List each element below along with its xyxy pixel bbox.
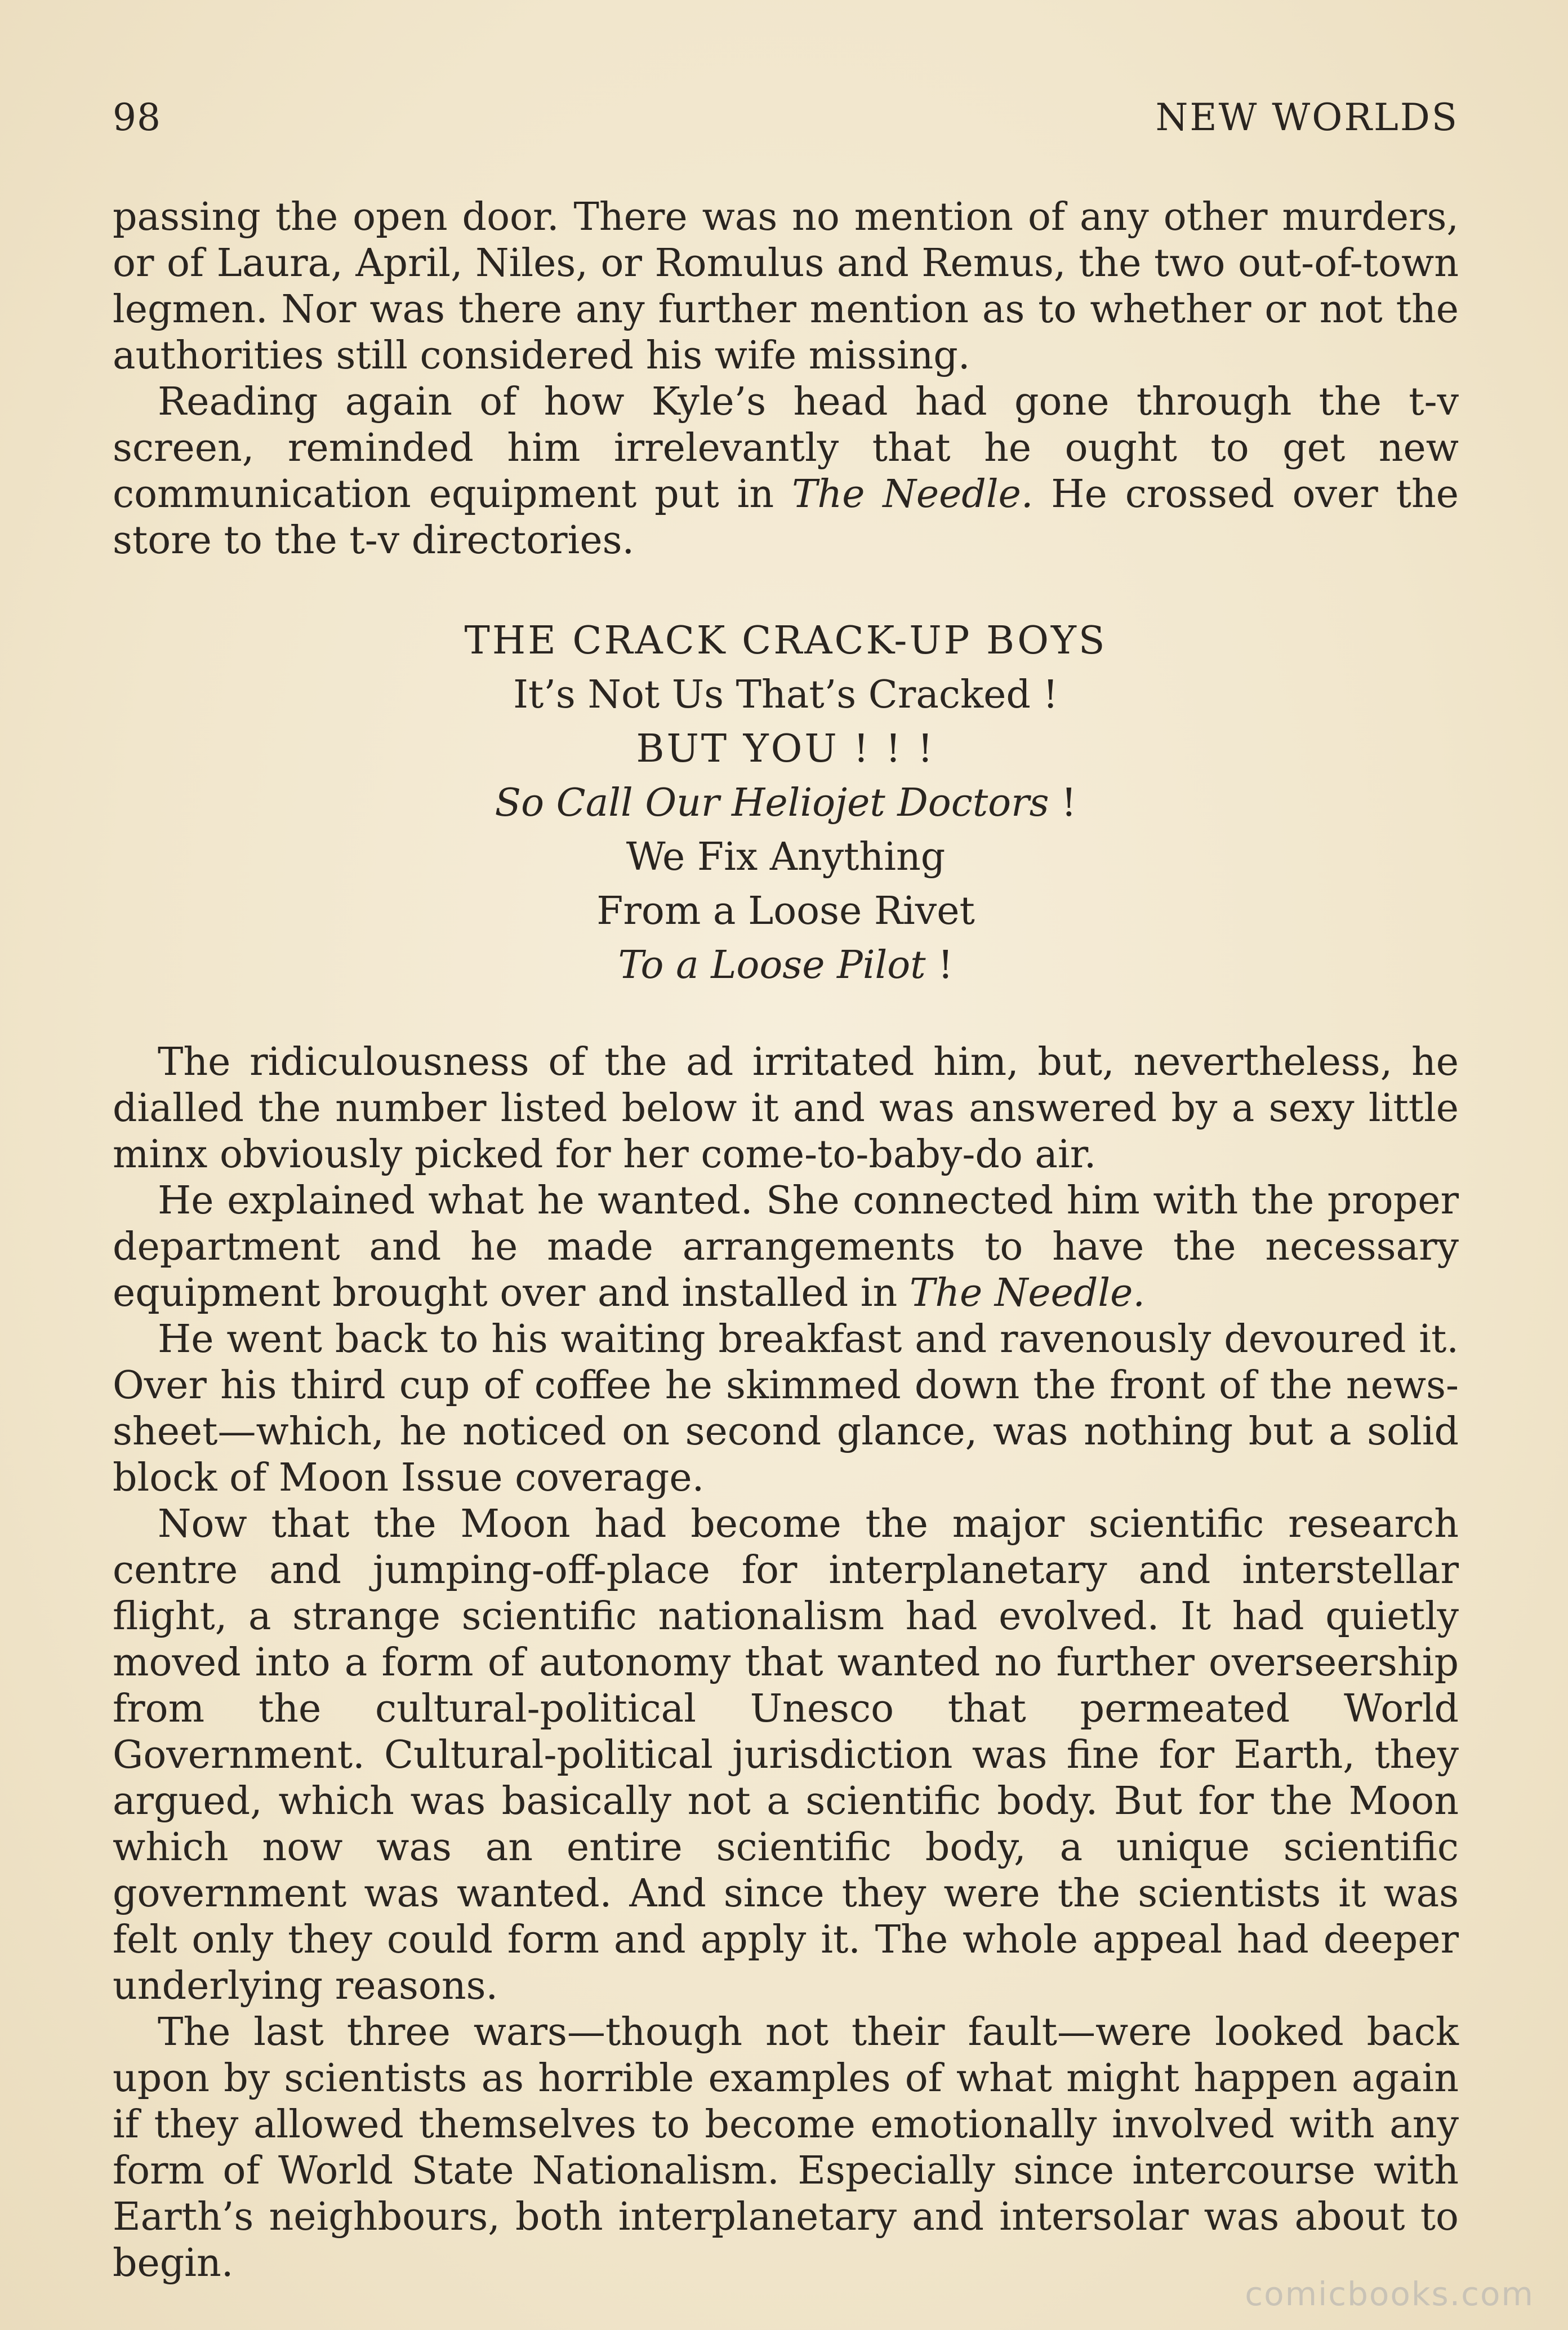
- ad-line: It’s Not Us That’s Cracked !: [513, 673, 1058, 717]
- page-number: 98: [113, 96, 161, 139]
- paragraph: The ridiculousness of the ad irritated him, but, nevertheless, he dialled the number listed below it and was answered by a sexy little minx obviously picked for her come-to-baby-do air.: [113, 1040, 1459, 1177]
- ad-line: [113, 939, 1459, 993]
- ad-italic-text: So Call Our Heliojet Doctors: [495, 781, 1049, 825]
- advertisement-block: [113, 614, 1459, 993]
- paragraph: Now that the Moon had become the major scientific research centre and jumping-off-place for interplanetary and interstellar flight, a strange scientific nationalism had evolved. It had quietly moved into a form of autonomy that wanted no further overseership from the cultural-political Unesco that permeated World Government. Cultural-political jurisdiction was fine for Earth, they argued, which was basically not a scientific body. But for the Moon which now was an entire scientific body, a unique scientific government was wanted. And since they were the scientists it was felt only they could form and apply it. The whole appeal had deeper underlying reasons.: [113, 1502, 1459, 2008]
- text-block-bottom: [113, 1039, 1459, 2287]
- ad-punct: !: [1049, 781, 1077, 825]
- watermark: comicbooks.com: [1245, 2275, 1534, 2313]
- paragraph: He went back to his waiting breakfast and ravenously devoured it. Over his third cup of coffee he skimmed down the front of the news-sheet—which, he noticed on second glance, was nothing but a solid block of Moon Issue coverage.: [113, 1317, 1459, 1500]
- paragraph-text: Reading again of how Kyle’s head had gone through the t-v screen, reminded him irrelevantly that he ought to get new communication equipment put in: [113, 380, 1459, 517]
- text-block-top: [113, 194, 1459, 564]
- italic-title: The Needle.: [909, 1271, 1146, 1315]
- paragraph: passing the open door. There was no mention of any other murders, or of Laura, April, Niles, or Romulus and Remus, the two out-of-town legmen. Nor was there any further mention as to whether or not the authorities still considered his wife missing.: [113, 195, 1459, 378]
- italic-title: The Needle.: [792, 472, 1034, 517]
- ad-punct: !: [925, 943, 954, 988]
- ad-title: THE CRACK CRACK-UP BOYS: [464, 619, 1107, 663]
- running-head: NEW WORLDS: [1155, 96, 1459, 139]
- page-header: [113, 96, 1459, 158]
- ad-line: BUT YOU ! ! !: [636, 727, 936, 771]
- paragraph: The last three wars—though not their fault—were looked back upon by scientists as horrible examples of what might happen again if they allowed themselves to become emotionally involved with any form of World State Nationalism. Especially since intercourse with Earth’s neighbours, both interplanetary and intersolar was about to begin.: [113, 2010, 1459, 2285]
- ad-line: From a Loose Rivet: [596, 889, 975, 933]
- ad-line: [113, 776, 1459, 830]
- paragraph: [113, 379, 1459, 564]
- paragraph: [113, 1178, 1459, 1317]
- ad-line: We Fix Anything: [626, 835, 946, 879]
- ad-italic-text: To a Loose Pilot: [618, 943, 926, 988]
- paragraph-text: He crossed over the store to the t-v directories.: [113, 472, 1459, 563]
- paragraph-text: He explained what he wanted. She connected him with the proper department and he made arrangements to have the necessary equipment brought over and installed in: [113, 1179, 1459, 1315]
